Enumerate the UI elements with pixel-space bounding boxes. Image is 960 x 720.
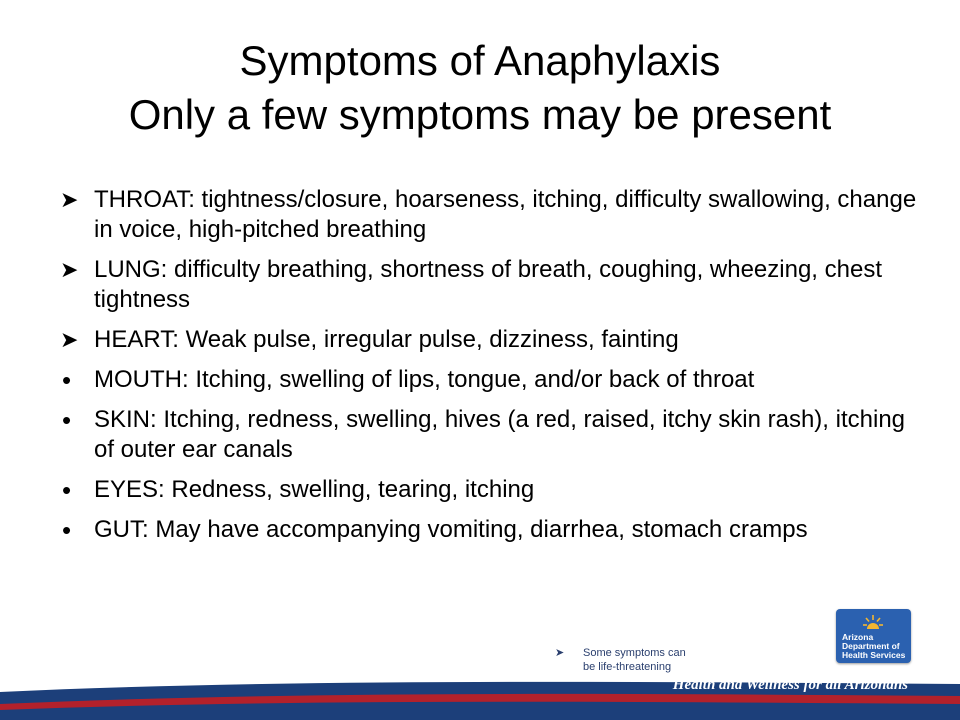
footnote-note [555, 646, 695, 674]
logo-line: Health Services [842, 650, 906, 660]
arrow-bullet-icon: ➤ [60, 327, 79, 352]
arrow-bullet-icon: ➤ [60, 257, 79, 282]
list-item [60, 405, 920, 465]
dot-bullet-icon: • [62, 365, 72, 395]
logo-line: Department of [842, 641, 900, 651]
list-item [60, 515, 920, 545]
adhs-logo [836, 609, 911, 663]
dot-bullet-icon: • [62, 475, 72, 505]
dot-bullet-icon: • [62, 515, 72, 545]
list-item-text: MOUTH: Itching, swelling of lips, tongue, and/or back of throat [94, 366, 755, 393]
logo-line: Arizona [842, 632, 874, 642]
list-item-text: HEART: Weak pulse, irregular pulse, dizziness, fainting [94, 326, 679, 353]
list-item-text: SKIN: Itching, redness, swelling, hives (a red, raised, itchy skin rash), itching of outer ear canals [94, 406, 906, 463]
list-item-text: LUNG: difficulty breathing, shortness of breath, coughing, wheezing, chest tightness [94, 256, 883, 313]
list-item [60, 475, 920, 505]
list-item [60, 325, 920, 355]
dot-bullet-icon: • [62, 405, 72, 435]
list-item-text: EYES: Redness, swelling, tearing, itching [94, 476, 535, 503]
list-item-text: GUT: May have accompanying vomiting, diarrhea, stomach cramps [94, 516, 808, 543]
slide-title [0, 34, 960, 142]
list-item [60, 365, 920, 395]
title-line-2: Only a few symptoms may be present [128, 91, 832, 138]
title-line-1: Symptoms of Anaphylaxis [239, 37, 721, 84]
list-item [60, 185, 920, 245]
list-item [60, 255, 920, 315]
arrow-bullet-icon: ➤ [60, 187, 79, 212]
sun-icon [862, 613, 884, 633]
symptom-list [60, 185, 920, 555]
footnote-text: Some symptoms can be life-threatening [583, 647, 686, 673]
logo-text [842, 633, 908, 660]
footer-motto: Health and Wellness for all Arizonans [672, 677, 908, 693]
list-item-text: THROAT: tightness/closure, hoarseness, itching, difficulty swallowing, change in voice, high-pitched breathing [94, 186, 917, 243]
arrow-bullet-icon: ➤ [555, 647, 565, 659]
